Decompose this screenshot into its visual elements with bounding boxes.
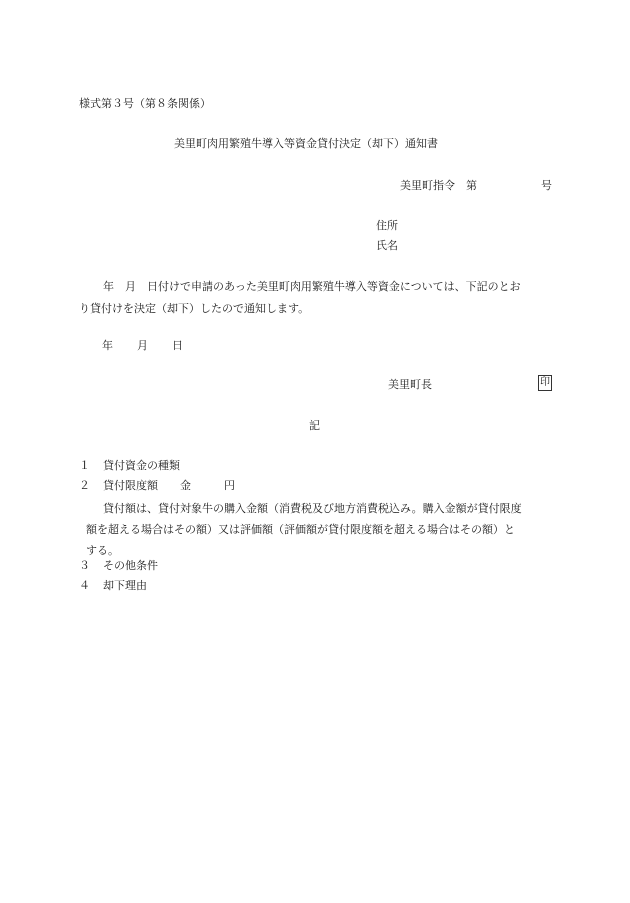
body-line-2: り貸付けを決定（却下）したので通知します。 xyxy=(79,302,310,315)
order-number-prefix: 美里町指令 第 xyxy=(400,179,477,192)
item-text: 貸付資金の種類 xyxy=(103,459,180,472)
date-year: 年 xyxy=(102,339,113,352)
list-item xyxy=(79,478,235,493)
ki-heading: 記 xyxy=(309,419,320,432)
item-number: １ xyxy=(79,459,90,472)
note-line-3: する。 xyxy=(86,544,119,557)
seal-mark: 印 xyxy=(538,375,552,391)
list-item xyxy=(79,578,147,593)
item-number: ３ xyxy=(79,559,90,572)
date-day: 日 xyxy=(172,339,183,352)
list-item xyxy=(79,558,158,573)
form-number-label: 様式第３号（第８条関係） xyxy=(79,97,211,110)
body-line-1: 年 月 日付けで申請のあった美里町肉用繁殖牛導入等資金については、下記のとお xyxy=(103,280,521,293)
mayor-title: 美里町長 xyxy=(388,378,432,391)
loan-amount-note xyxy=(79,498,553,561)
item-text: その他条件 xyxy=(103,559,158,572)
note-line-2: 額を超える場合はその額）又は評価額（評価額が貸付限度額を超える場合はその額）と xyxy=(86,523,515,536)
item-text: 却下理由 xyxy=(103,579,147,592)
order-number-suffix: 号 xyxy=(541,179,552,192)
address-label: 住所 xyxy=(376,219,398,232)
order-number-line xyxy=(400,178,552,193)
note-line-1: 貸付額は、貸付対象牛の購入金額（消費税及び地方消費税込み。購入金額が貸付限度 xyxy=(103,502,522,515)
item-text: 貸付限度額 金 円 xyxy=(103,479,235,492)
name-label: 氏名 xyxy=(376,239,398,252)
document-title: 美里町肉用繁殖牛導入等資金貸付決定（却下）通知書 xyxy=(174,137,438,150)
notification-body xyxy=(79,276,553,320)
date-line xyxy=(102,338,183,353)
item-number: ２ xyxy=(79,479,90,492)
list-item xyxy=(79,458,180,473)
date-month: 月 xyxy=(137,339,148,352)
item-number: ４ xyxy=(79,579,90,592)
